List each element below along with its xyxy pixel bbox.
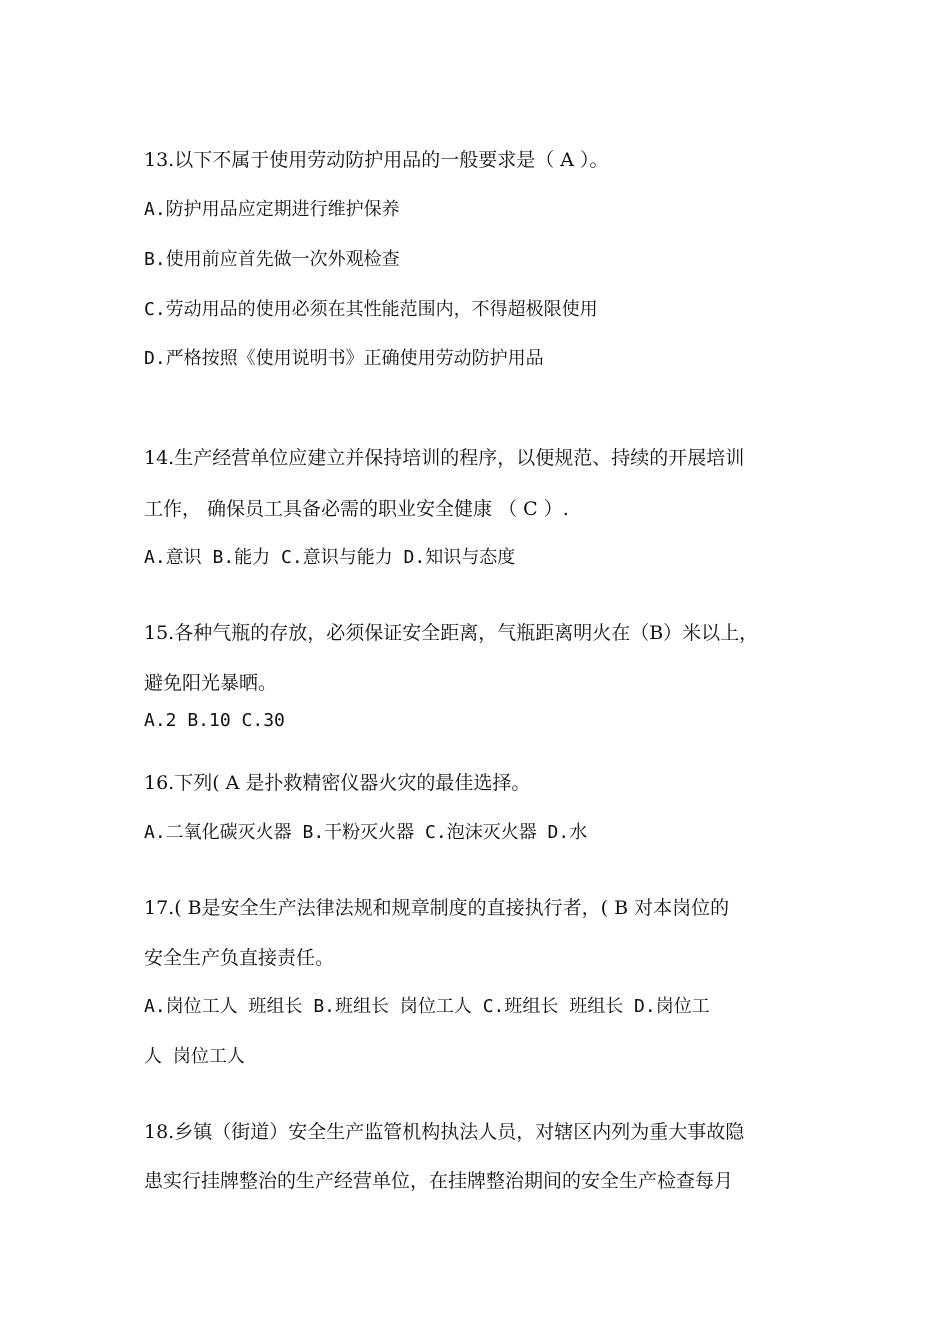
question-13-option-c: C.劳动用品的使用必须在其性能范围内，不得超极限使用 [144,299,598,320]
question-16-stem: 16.下列( A 是扑救精密仪器火灾的最佳选择。 [144,772,531,794]
question-14-stem-line-2: 工作， 确保员工具备必需的职业安全健康 （ C ）. [144,498,569,520]
question-14-options: A.意识 B.能力 C.意识与能力 D.知识与态度 [144,547,516,568]
question-16-options: A.二氧化碳灭火器 B.干粉灭火器 C.泡沫灭火器 D.水 [144,822,588,843]
question-13-stem: 13.以下不属于使用劳动防护用品的一般要求是（ A ）。 [144,149,609,171]
question-17-options-line-1: A.岗位工人 班组长 B.班组长 岗位工人 C.班组长 班组长 D.岗位工 [144,996,710,1017]
question-15-stem-line-1: 15.各种气瓶的存放，必须保证安全距离，气瓶距离明火在（B）米以上， [144,622,759,644]
question-18-stem-line-1: 18.乡镇（街道）安全生产监管机构执法人员，对辖区内列为重大事故隐 [144,1121,745,1143]
question-13-option-d: D.严格按照《使用说明书》正确使用劳动防护用品 [144,348,544,369]
question-17-stem-line-1: 17.( B是安全生产法律法规和规章制度的直接执行者，( B 对本岗位的 [144,897,730,919]
question-13-option-a: A.防护用品应定期进行维护保养 [144,199,400,220]
question-15-stem-line-2: 避免阳光暴晒。 [144,672,278,694]
question-15-options: A.2 B.10 C.30 [144,710,285,731]
question-17-stem-line-2: 安全生产负直接责任。 [144,947,335,969]
question-18-stem-line-2: 患实行挂牌整治的生产经营单位，在挂牌整治期间的安全生产检查每月 [144,1170,734,1192]
question-13-option-b: B.使用前应首先做一次外观检查 [144,249,400,270]
question-17-options-line-2: 人 岗位工人 [144,1046,245,1067]
question-14-stem-line-1: 14.生产经营单位应建立并保持培训的程序，以便规范、持续的开展培训 [144,447,745,469]
